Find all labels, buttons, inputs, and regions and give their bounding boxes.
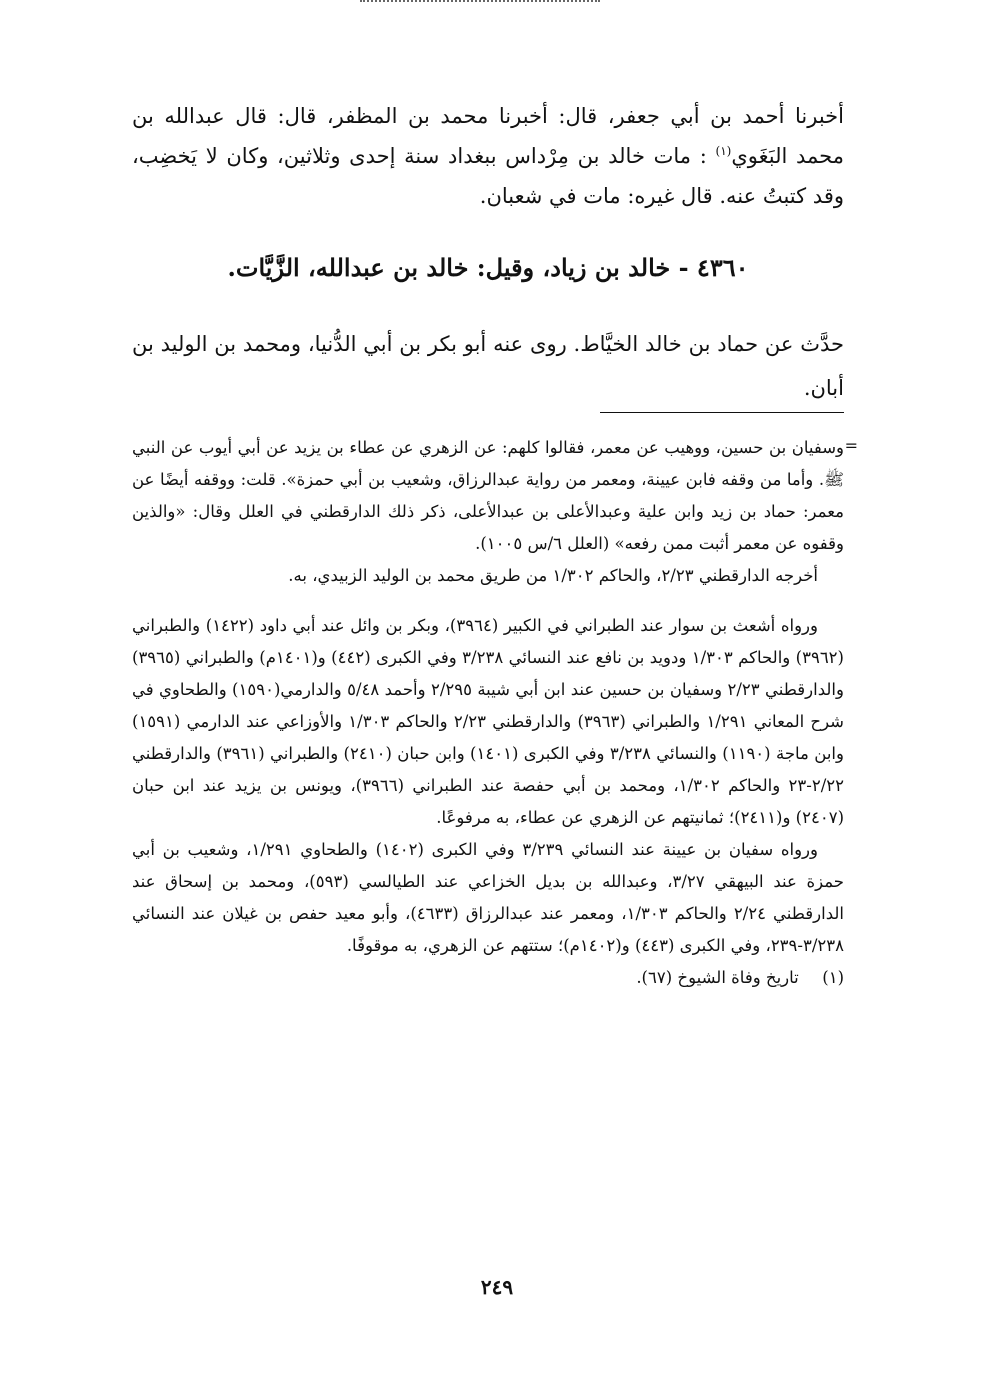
footnote-1 (132, 962, 844, 994)
footnote-reference: (١) (715, 144, 732, 158)
main-paragraph-part-2: : مات خالد بن مِرْداس ببغداد سنة إحدى وثلاثين، وكان لا يَخضِب، وقد كتبتُ عنه. قال غيره: مات في شعبان. (132, 144, 844, 208)
footnote-continuation-mark: = (844, 436, 858, 455)
main-text (132, 96, 844, 216)
entry-paragraph: حدَّث عن حماد بن خالد الخيَّاط. روى عنه أبو بكر بن أبي الدُّنيا، ومحمد بن الوليد بن أبان. (132, 332, 844, 400)
footnote-paragraph-2: أخرجه الدارقطني ٢/٢٣، والحاكم ١/٣٠٢ من طريق محمد بن الوليد الزبيدي، به. (288, 566, 818, 585)
entry-body (132, 322, 844, 410)
footnote-paragraph-1: وسفيان بن حسين، ووهيب عن معمر، فقالوا كلهم: عن الزهري عن عطاء بن يزيد عن أبي أيوب عن النبي ﷺ. وأما من وقفه فابن عيينة، ومعمر من رواية عبدالرزاق، وشعيب بن أبي حمزة». قلت: ووقفه أيضًا عن معمر: حماد بن زيد وابن علية وعبدالأعلى بن عبدالأعلى، ذكر ذلك الدارقطني في العلل وقال: «والذين وقفوه عن معمر أثبت ممن رفعه» (العلل ٦/س ١٠٠٥). (132, 438, 844, 553)
footnote-paragraph-4: ورواه سفيان بن عيينة عند النسائي ٣/٢٣٩ وفي الكبرى (١٤٠٢) والطحاوي ١/٢٩١، وشعيب بن أبي حمزة عند البيهقي ٣/٢٧، وعبدالله بن بديل الخزاعي عند الطيالسي (٥٩٣)، ومحمد بن إسحاق عند الدارقطني ٢/٢٤ والحاكم ١/٣٠٣، ومعمر عند عبدالرزاق (٤٦٣٣)، وأبو معيد حفص بن غيلان عند النسائي ٣/٢٣٨-٢٣٩، وفي الكبرى (٤٤٣) و(١٤٠٢م)؛ ستتهم عن الزهري، به موقوفًا. (132, 840, 845, 955)
footnote-1-number: (١) (822, 968, 844, 987)
top-edge-mark (360, 0, 600, 8)
footnote-divider (600, 412, 844, 413)
footnotes-section (132, 432, 844, 994)
entry-heading: ٤٣٦٠ - خالد بن زياد، وقيل: خالد بن عبدالله، الزَّيَّات. (227, 253, 749, 282)
footnote-1-text: تاريخ وفاة الشيوخ (٦٧). (636, 968, 799, 987)
main-paragraph-part-1: أخبرنا أحمد بن أبي جعفر، قال: أخبرنا محمد بن المظفر، قال: قال عبدالله بن محمد البَغَوي (132, 104, 844, 168)
main-paragraph (132, 96, 844, 216)
footnote-paragraph-3: ورواه أشعث بن سوار عند الطبراني في الكبير (٣٩٦٤)، وبكر بن وائل عند أبي داود (١٤٢٢) والطبراني (٣٩٦٢) والحاكم ١/٣٠٣ ودويد بن نافع عند النسائي ٣/٢٣٨ وفي الكبرى (٤٤٢) و(١٤٠١م) والطبراني (٣٩٦٥) والدارقطني ٢/٢٣ وسفيان بن حسين عند ابن أبي شيبة ٢/٢٩٥ وأحمد ٥/٤٨ والدارمي(١٥٩٠) والطحاوي في شرح المعاني ١/٢٩١ والطبراني (٣٩٦٣) والدارقطني ٢/٢٣ والحاكم ١/٣٠٣ والأوزاعي عند الدارمي (١٥٩١) وابن ماجة (١١٩٠) والنسائي ٣/٢٣٨ وفي الكبرى (١٤٠١) وابن حبان (٢٤١٠) والطبراني (٣٩٦١) والدارقطني ٢/٢٢-٢٣ والحاكم ١/٣٠٢، ومحمد بن أبي حفصة عند الطبراني (٣٩٦٦)، ويونس بن يزيد عند ابن حبان (٢٤٠٧) و(٢٤١١)؛ ثمانيتهم عن الزهري عن عطاء، به مرفوعًا. (132, 616, 845, 827)
page-number: ٢٤٩ (480, 1275, 514, 1299)
